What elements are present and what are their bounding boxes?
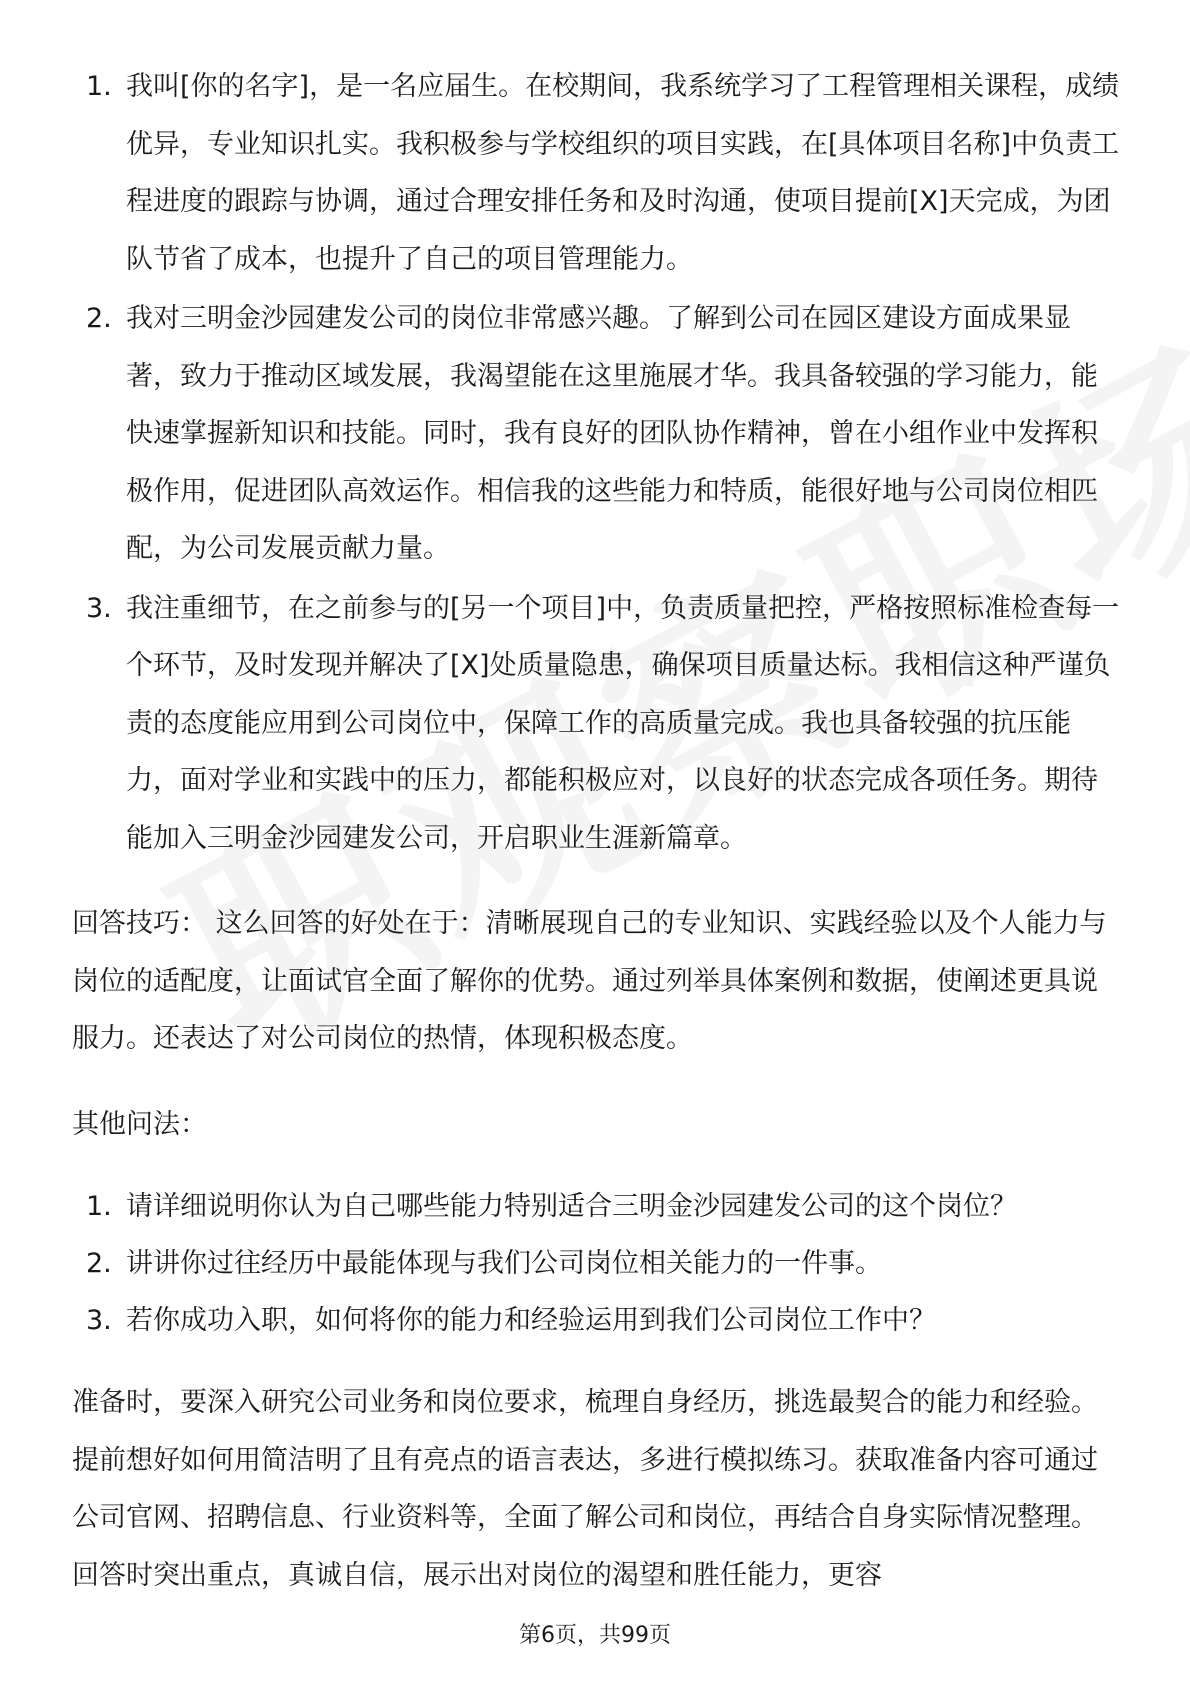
other-questions-list <box>72 1179 1122 1348</box>
list-item <box>72 1293 1122 1348</box>
other-questions-heading: 其他问法： <box>72 1108 207 1140</box>
page-number-footer: 第6页，共99页 <box>519 1623 671 1648</box>
list-number: 1. <box>86 71 112 102</box>
preparation-paragraph: 准备时，要深入研究公司业务和岗位要求，梳理自身经历，挑选最契合的能力和经验。提前想好如何用简洁明了且有亮点的语言表达，多进行模拟练习。获取准备内容可通过公司官网、招聘信息、行业资料等，全面了解公司和岗位，再结合自身实际情况整理。回答时突出重点，真诚自信，展示出对岗位的渴望和胜任能力，更容 <box>72 1387 1098 1591</box>
list-item <box>72 1236 1122 1291</box>
list-item-text: 请详细说明你认为自己哪些能力特别适合三明金沙园建发公司的这个岗位？ <box>126 1191 1017 1222</box>
list-item-text: 讲讲你过往经历中最能体现与我们公司岗位相关能力的一件事。 <box>126 1248 882 1279</box>
list-item-text: 我对三明金沙园建发公司的岗位非常感兴趣。了解到公司在园区建设方面成果显著，致力于推动区域发展，我渴望能在这里施展才华。我具备较强的学习能力，能快速掌握新知识和技能。同时，我有良好的团队协作精神，曾在小组作业中发挥积极作用，促进团队高效运作。相信我的这些能力和特质，能很好地与公司岗位相匹配，为公司发展贡献力量。 <box>126 303 1098 564</box>
list-item-text: 我注重细节，在之前参与的[另一个项目]中，负责质量把控，严格按照标准检查每一个环节，及时发现并解决了[X]处质量隐患，确保项目质量达标。我相信这种严谨负责的态度能应用到公司岗位中，保障工作的高质量完成。我也具备较强的抗压能力，面对学业和实践中的压力，都能积极应对，以良好的状态完成各项任务。期待能加入三明金沙园建发公司，开启职业生涯新篇章。 <box>126 592 1120 854</box>
list-number: 2. <box>86 1248 112 1279</box>
list-item <box>72 290 1122 578</box>
answer-tips-paragraph: 回答技巧： 这么回答的好处在于：清晰展现自己的专业知识、实践经验以及个人能力与岗位的适配度，让面试官全面了解你的优势。通过列举具体案例和数据，使阐述更具说服力。还表达了对公司岗位的热情，体现积极态度。 <box>72 908 1107 1054</box>
list-number: 3. <box>86 592 112 624</box>
list-item <box>72 58 1122 288</box>
list-item <box>72 580 1122 868</box>
answer-list <box>72 58 1122 867</box>
list-item-text: 若你成功入职，如何将你的能力和经验运用到我们公司岗位工作中？ <box>126 1305 936 1336</box>
list-item <box>72 1179 1122 1234</box>
list-number: 3. <box>86 1305 112 1336</box>
document-content <box>72 58 1122 1604</box>
list-number: 1. <box>86 1191 112 1222</box>
list-number: 2. <box>86 303 112 334</box>
list-item-text: 我叫[你的名字]，是一名应届生。在校期间，我系统学习了工程管理相关课程，成绩优异，专业知识扎实。我积极参与学校组织的项目实践，在[具体项目名称]中负责工程进度的跟踪与协调，通过合理安排任务和及时沟通，使项目提前[X]天完成，为团队节省了成本，也提升了自己的项目管理能力。 <box>126 71 1120 275</box>
